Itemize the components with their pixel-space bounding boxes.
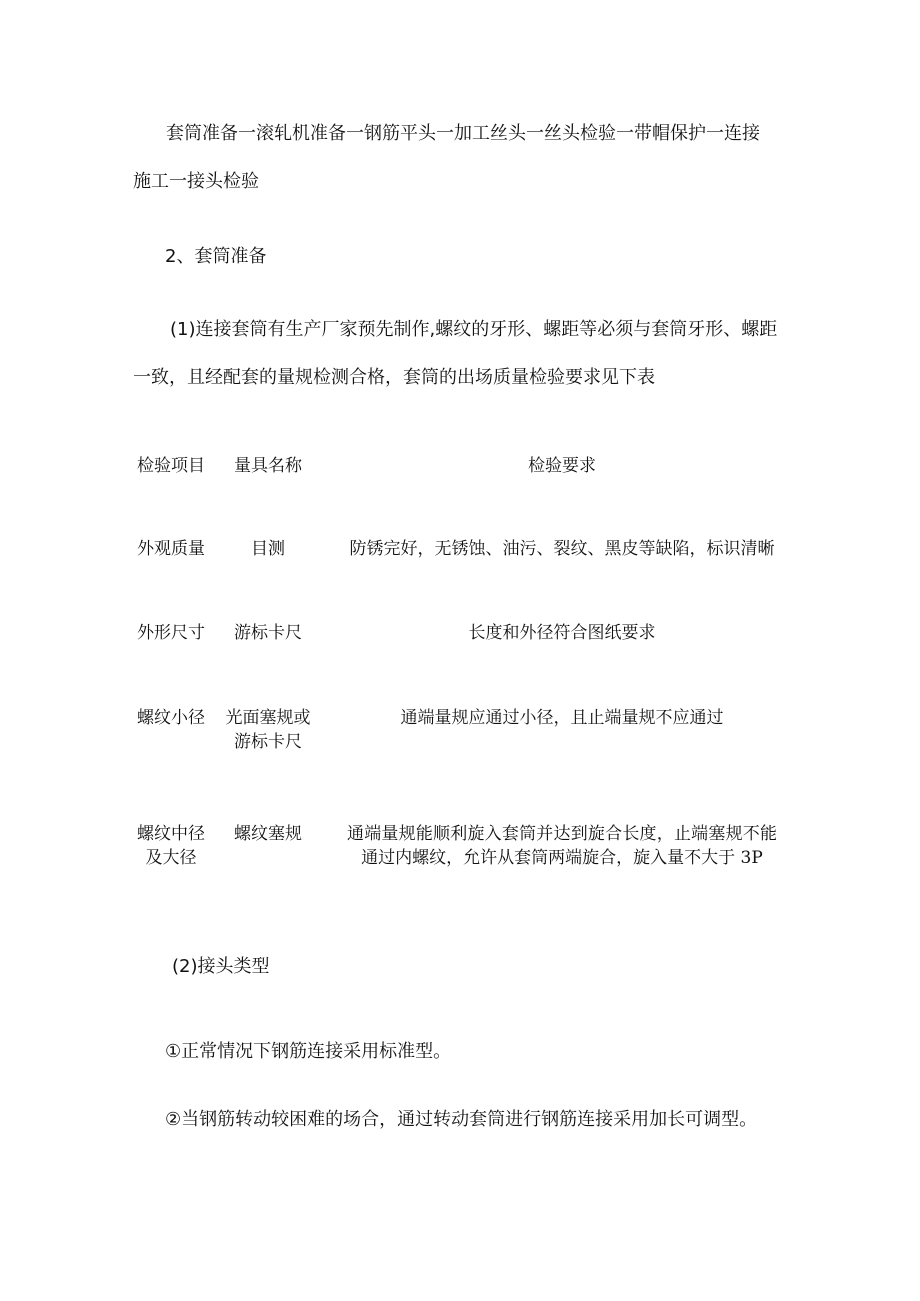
- table-row-4-item: 螺纹中径及大径: [137, 824, 205, 868]
- header-requirement: 检验要求: [528, 456, 596, 476]
- table-row-3-requirement: 通端量规应通过小径，且止端量规不应通过: [400, 708, 724, 728]
- paragraph-1-line-1: (1)连接套筒有生产厂家预先制作,螺纹的牙形、螺距等必须与套筒牙形、螺距: [170, 319, 778, 340]
- table-row-2-tool: 游标卡尺: [234, 623, 302, 643]
- paragraph-1-line-2: 一致，且经配套的量规检测合格，套筒的出场质量检验要求见下表: [133, 367, 655, 388]
- table-row-1-tool: 目测: [251, 539, 285, 559]
- joint-type-item-2: ②当钢筋转动较困难的场合，通过转动套筒进行钢筋连接采用加长可调型。: [165, 1109, 758, 1130]
- table-row-4-tool: 螺纹塞规: [234, 824, 302, 844]
- joint-type-heading: (2)接头类型: [172, 956, 270, 977]
- process-flow-line-1: 套筒准备一滚轧机准备一钢筋平头一加工丝头一丝头检验一带帽保护一连接: [166, 123, 760, 144]
- section-heading: 2、套筒准备: [165, 246, 267, 267]
- table-row-1-requirement: 防锈完好，无锈蚀、油污、裂纹、黑皮等缺陷，标识清晰: [349, 539, 775, 559]
- process-flow-line-2: 施工一接头检验: [133, 171, 259, 192]
- table-row-2-requirement: 长度和外径符合图纸要求: [468, 623, 656, 643]
- joint-type-item-1: ①正常情况下钢筋连接采用标准型。: [165, 1041, 452, 1062]
- table-row-3-tool: 光面塞规或游标卡尺: [225, 708, 311, 752]
- table-row-4-requirement: 通端量规能顺利旋入套筒并达到旋合长度，止端塞规不能通过内螺纹，允许从套筒两端旋合，旋入量不大于 3P: [347, 824, 777, 868]
- table-row-3-item: 螺纹小径: [137, 708, 205, 728]
- table-row-1-item: 外观质量: [137, 539, 205, 559]
- table-row-2-item: 外形尺寸: [137, 623, 205, 643]
- header-inspection-item: 检验项目: [137, 456, 205, 476]
- header-tool-name: 量具名称: [234, 456, 302, 476]
